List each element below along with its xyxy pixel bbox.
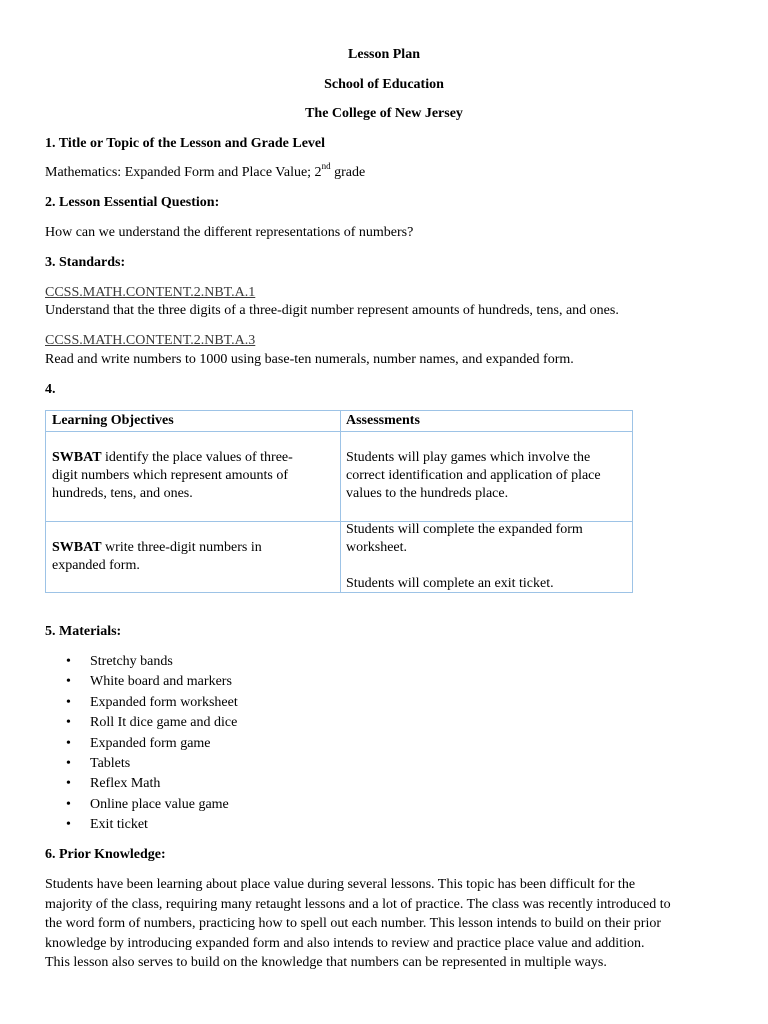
list-item (45, 815, 238, 835)
prior-knowledge-line-5: This lesson also serves to build on the knowledge that numbers can be represented in multiple ways. (45, 955, 607, 970)
material-label: Expanded form game (90, 735, 211, 751)
bullet-icon: • (66, 796, 71, 812)
materials-list (45, 652, 238, 836)
prior-knowledge-line-1: Students have been learning about place value during several lessons. This topic has been difficult for the (45, 877, 636, 892)
objective-1-swbat: SWBAT (52, 450, 102, 465)
assessment-cell-2 (346, 521, 630, 593)
section-5-heading: 5. Materials: (45, 624, 122, 639)
section-6-heading: 6. Prior Knowledge: (45, 847, 166, 862)
prior-knowledge-paragraph (45, 875, 735, 973)
lesson-title-main: Mathematics: Expanded Form and Place Value; 2 (45, 165, 322, 180)
lesson-title-tail: grade (330, 165, 366, 180)
bullet-icon: • (66, 694, 71, 710)
lesson-title-ordinal: nd (321, 161, 331, 172)
list-item (45, 734, 238, 754)
assessment-1-line-1: Students will play games which involve the (346, 450, 591, 465)
objective-1-line-3: hundreds, tens, and ones. (52, 486, 193, 501)
standard-description-1: Understand that the three digits of a three-digit number represent amounts of hundreds, tens, and ones. (45, 303, 619, 318)
bullet-icon: • (66, 735, 71, 751)
material-label: Stretchy bands (90, 654, 173, 669)
assessment-2-line-4: Students will complete an exit ticket. (346, 576, 554, 591)
assessment-2-spacer (346, 557, 630, 575)
table-header-divider (46, 431, 632, 432)
material-label: Exit ticket (90, 817, 148, 833)
list-item (45, 713, 238, 733)
objective-2-swbat: SWBAT (52, 540, 102, 555)
assessment-2-line-2: worksheet. (346, 540, 408, 555)
material-label: Reflex Math (90, 776, 161, 792)
material-label: Tablets (90, 755, 131, 771)
section-1-heading: 1. Title or Topic of the Lesson and Grade Level (45, 136, 326, 151)
assessment-cell-1 (346, 449, 630, 503)
assessment-1-line-2: correct identification and application of place (346, 468, 601, 483)
material-label: White board and markers (90, 674, 232, 690)
bullet-icon: • (66, 654, 71, 669)
material-label: Roll It dice game and dice (90, 715, 238, 731)
college-name: The College of New Jersey (305, 106, 463, 121)
list-item (45, 754, 238, 774)
objective-cell-2 (52, 539, 334, 575)
list-item (45, 774, 238, 794)
table-column-divider (340, 411, 341, 592)
assessment-1-line-3: values to the hundreds place. (346, 486, 509, 501)
school-name: School of Education (324, 77, 444, 92)
objective-cell-1 (52, 449, 334, 503)
objectives-column-header: Learning Objectives (52, 413, 174, 428)
bullet-icon: • (66, 755, 71, 771)
standard-description-2: Read and write numbers to 1000 using base-ten numerals, number names, and expanded form. (45, 352, 574, 367)
prior-knowledge-line-4: knowledge by introducing expanded form and also intends to review and practice place value and addition. (45, 935, 645, 951)
bullet-icon: • (66, 817, 71, 833)
bullet-icon: • (66, 776, 71, 792)
list-item (45, 652, 238, 672)
section-3-heading: 3. Standards: (45, 255, 126, 270)
objective-2-line-2: expanded form. (52, 558, 140, 573)
section-4-heading: 4. (45, 382, 56, 397)
prior-knowledge-line-3: the word form of numbers, practicing how to spell out each number. This lesson intends to build on their prior (45, 916, 662, 931)
document-title: Lesson Plan (348, 47, 420, 62)
prior-knowledge-line-2: majority of the class, requiring many retaught lessons and a lot of practice. The class was recently introduced to (45, 896, 671, 912)
list-item (45, 672, 238, 692)
material-label: Online place value game (90, 796, 229, 812)
list-item (45, 795, 238, 815)
standard-link-2[interactable]: CCSS.MATH.CONTENT.2.NBT.A.3 (45, 333, 256, 348)
list-item (45, 693, 238, 713)
standard-link-1[interactable]: CCSS.MATH.CONTENT.2.NBT.A.1 (45, 285, 256, 300)
section-2-heading: 2. Lesson Essential Question: (45, 195, 220, 210)
bullet-icon: • (66, 715, 71, 731)
objective-2-line-1: write three-digit numbers in (101, 540, 262, 555)
objectives-table (45, 410, 633, 593)
objective-1-line-2: digit numbers which represent amounts of (52, 468, 289, 483)
essential-question: How can we understand the different representations of numbers? (45, 225, 414, 240)
assessments-column-header: Assessments (346, 413, 420, 428)
bullet-icon: • (66, 674, 71, 690)
lesson-title-text (45, 161, 366, 182)
assessment-2-line-1: Students will complete the expanded form (346, 522, 583, 537)
material-label: Expanded form worksheet (90, 694, 238, 710)
objective-1-line-1: identify the place values of three- (101, 450, 293, 465)
